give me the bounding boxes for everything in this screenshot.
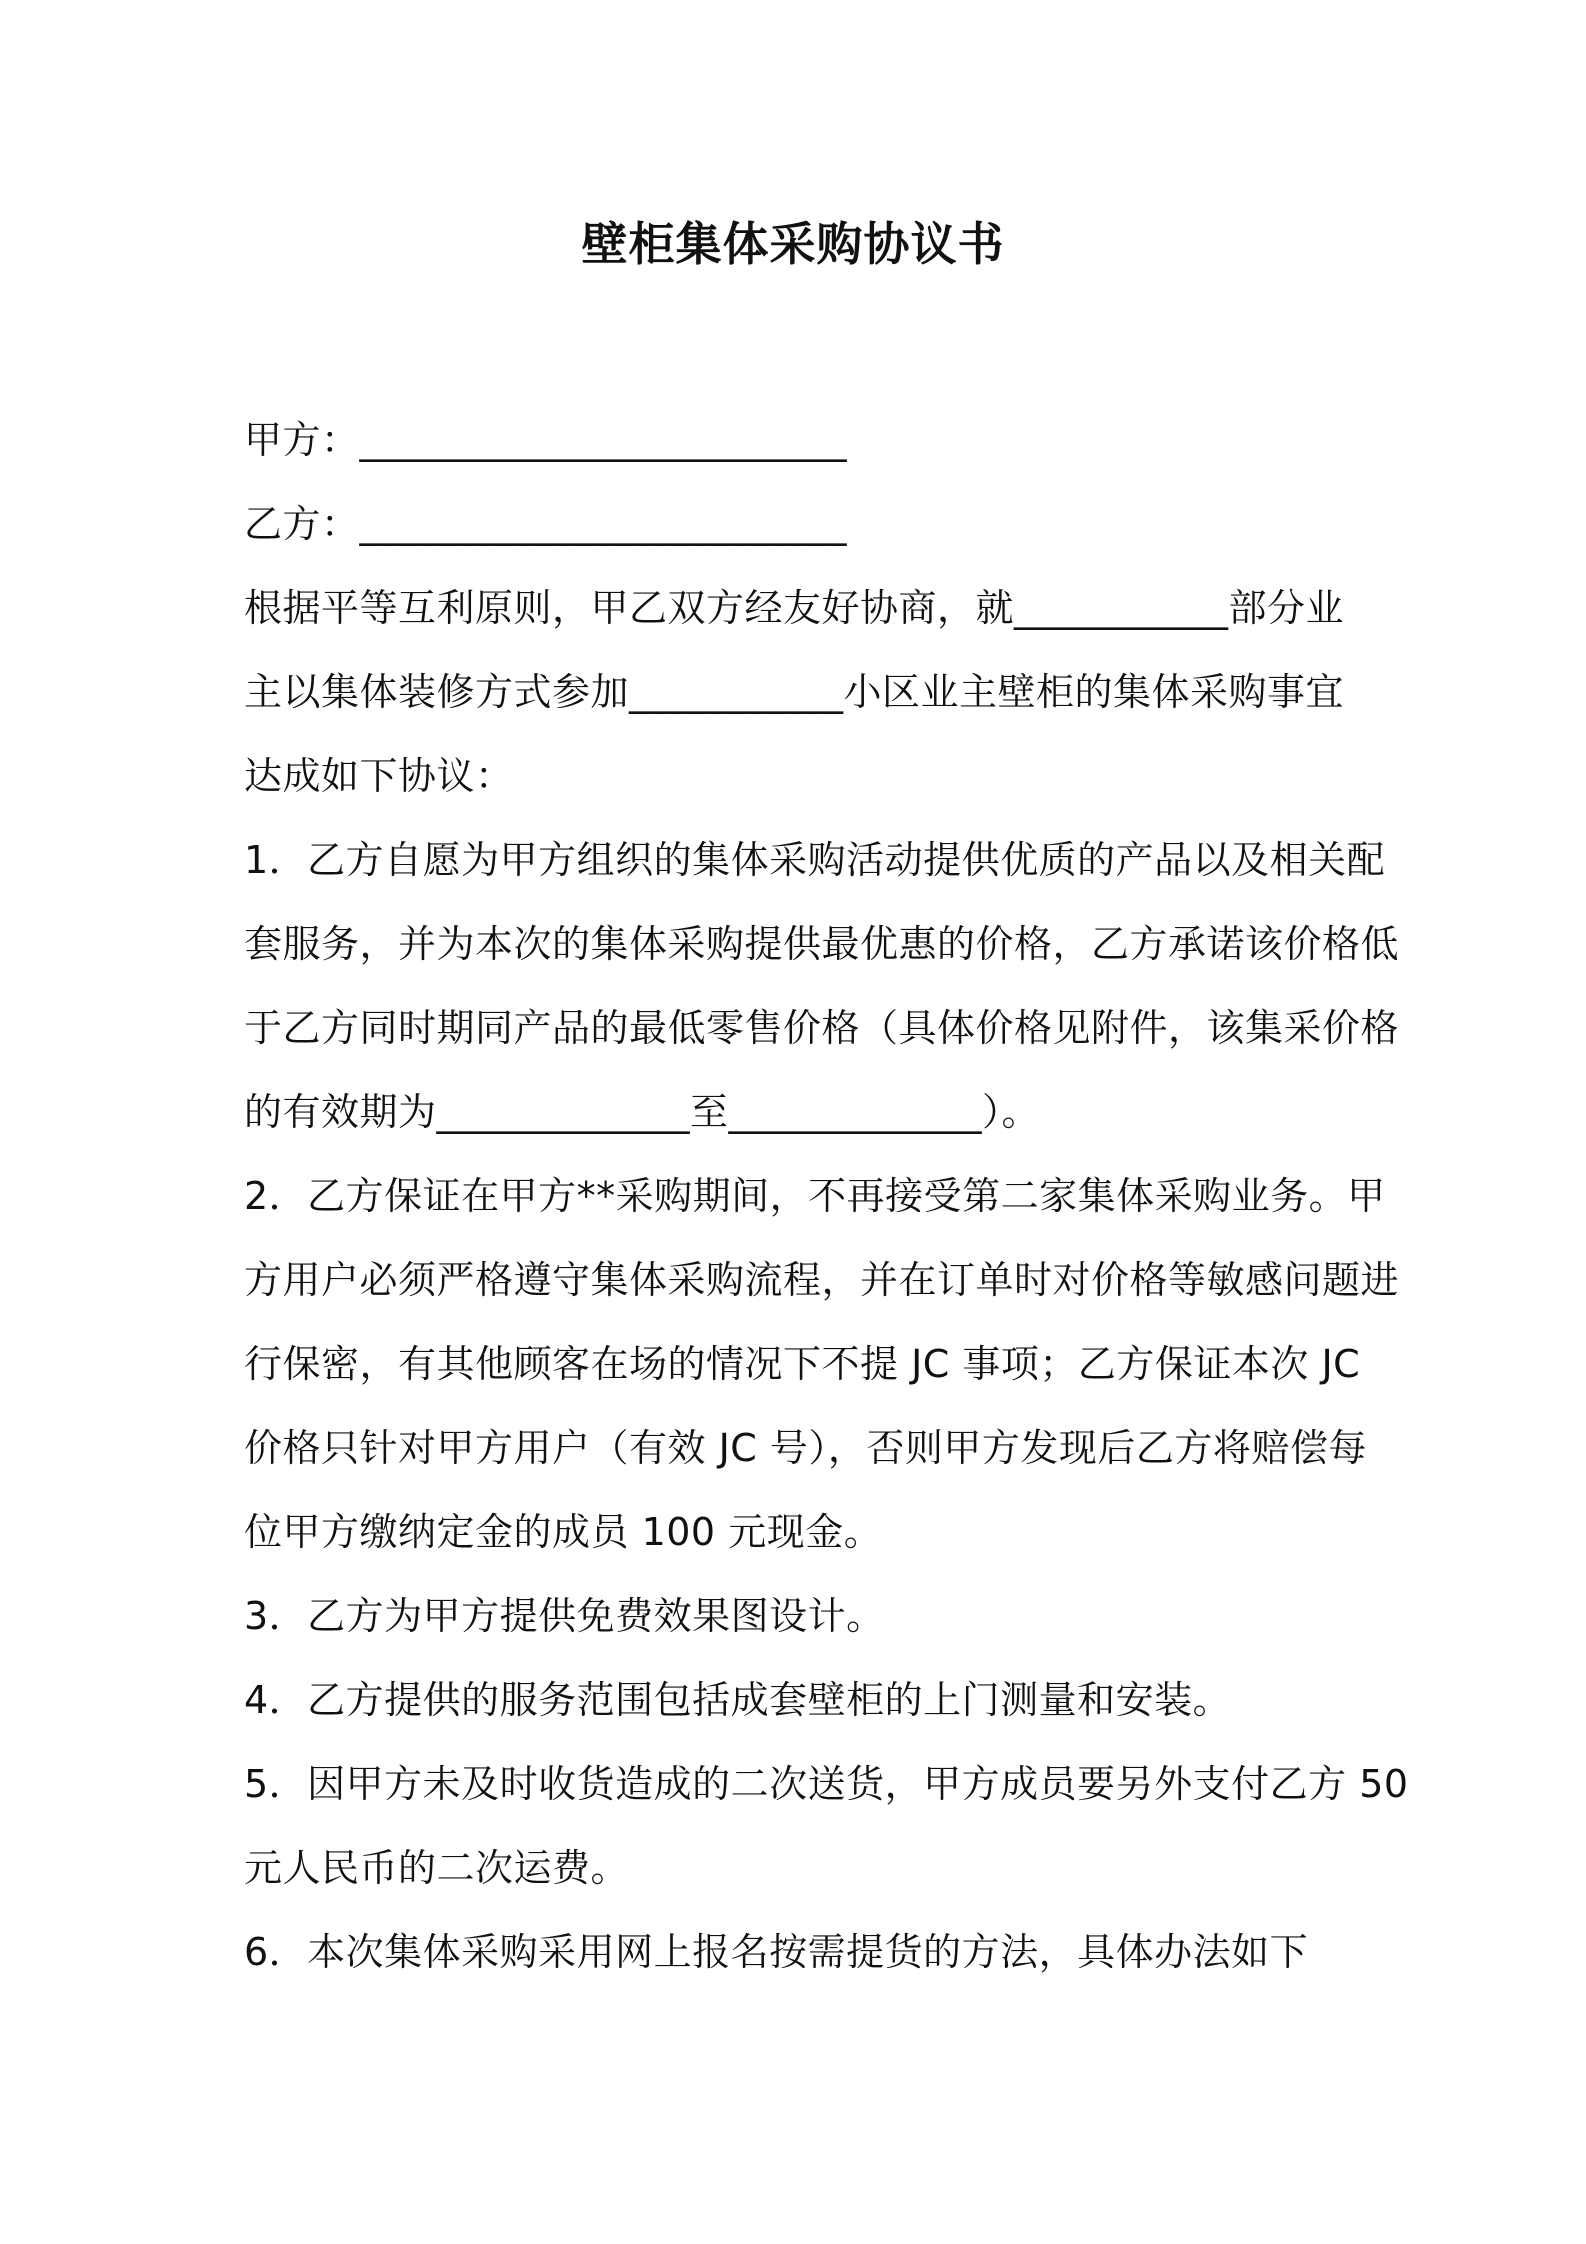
clause-2-line-2: 方用户必须严格遵守集体采购流程，并在订单时对价格等敏感问题进 [244,1258,1400,1302]
clause-2-line-1: 2．乙方保证在甲方**采购期间，不再接受第二家集体采购业务。甲 [244,1174,1386,1218]
clause-3-line-1: 3．乙方为甲方提供免费效果图设计。 [244,1594,885,1638]
clause-5-line-1: 5．因甲方未及时收货造成的二次送货，甲方成员要另外支付乙方 50 [244,1762,1409,1806]
clause-1-line-4: 的有效期为_____________至_____________）。 [244,1090,1041,1134]
clause-4-line-1: 4．乙方提供的服务范围包括成套壁柜的上门测量和安装。 [244,1678,1232,1722]
preamble-line-1: 根据平等互利原则，甲乙双方经友好协商，就___________部分业 [244,586,1345,630]
preamble-line-3: 达成如下协议： [244,754,514,798]
clause-2-line-4: 价格只针对甲方用户（有效 JC 号），否则甲方发现后乙方将赔偿每 [244,1426,1367,1470]
clause-1-line-1: 1．乙方自愿为甲方组织的集体采购活动提供优质的产品以及相关配 [244,838,1386,882]
clause-1-line-3: 于乙方同时期同产品的最低零售价格（具体价格见附件，该集采价格 [244,1006,1400,1050]
clause-1-line-2: 套服务，并为本次的集体采购提供最优惠的价格，乙方承诺该价格低 [244,922,1400,966]
party-a-line: 甲方：_________________________ [244,418,848,462]
party-b-line: 乙方：_________________________ [244,502,848,546]
document-body [244,410,1409,2006]
clause-5-line-2: 元人民币的二次运费。 [244,1846,630,1890]
clause-2-line-3: 行保密，有其他顾客在场的情况下不提 JC 事项；乙方保证本次 JC [244,1342,1361,1386]
clause-6-line-1: 6．本次集体采购采用网上报名按需提货的方法，具体办法如下 [244,1930,1309,1974]
preamble-line-2: 主以集体装修方式参加___________小区业主壁柜的集体采购事宜 [244,670,1345,714]
clause-2-line-5: 位甲方缴纳定金的成员 100 元现金。 [244,1510,883,1554]
document-title: 壁柜集体采购协议书 [581,217,1005,271]
